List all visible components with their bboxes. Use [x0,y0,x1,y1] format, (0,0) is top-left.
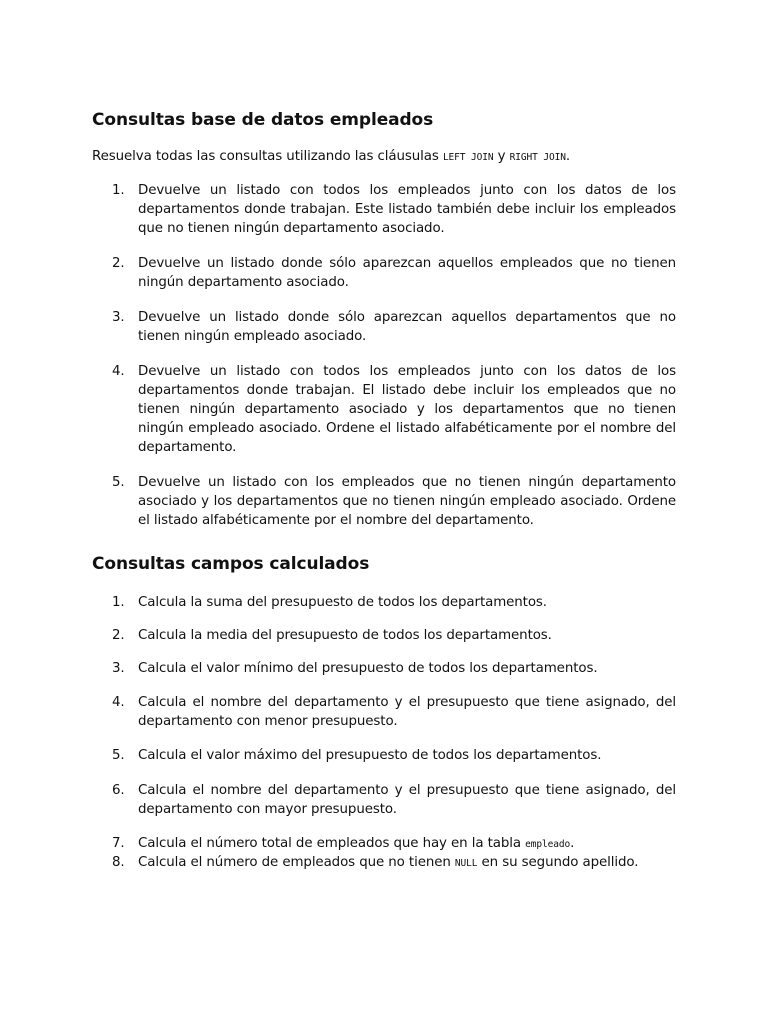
list-item [92,254,676,292]
list-text-part: Calcula el número de empleados que no tienen [138,855,455,870]
list-number: 7. [112,836,125,851]
intro-text: Resuelva todas las consultas utilizando las cláusulas [92,149,443,164]
code-empleado: empleado [525,839,571,850]
list-text: Calcula la media del presupuesto de todos los departamentos. [138,628,552,643]
list-text-part: Calcula el número total de empleados que hay en la tabla [138,836,526,851]
list-item [92,473,676,530]
intro-paragraph [92,149,570,164]
list-text [138,853,676,873]
list-number: 5. [112,475,125,490]
list-text: Calcula el valor mínimo del presupuesto de todos los departamentos. [138,661,598,676]
list-number: 2. [112,628,125,643]
code-right-join: RIGHT JOIN [509,152,566,163]
list-item [92,853,676,873]
list-text: Devuelve un listado con los empleados que no tienen ningún departamento asociado y los departamentos que no tienen ningún empleado asociado. Ordene el listado alfabéticamente por el nombre del departamento. [138,475,676,528]
list-number: 4. [112,695,125,710]
list-item [92,362,676,457]
list-text: Calcula la suma del presupuesto de todos los departamentos. [138,595,547,610]
list-number: 1. [112,183,125,198]
list-text: Devuelve un listado donde sólo aparezcan aquellos empleados que no tienen ningún departamento asociado. [138,256,676,290]
intro-conjunction: y [493,149,510,164]
list-number: 8. [112,855,125,870]
list-number: 2. [112,256,125,271]
list-number: 4. [112,364,125,379]
list-text: Calcula el nombre del departamento y el presupuesto que tiene asignado, del departamento con menor presupuesto. [138,695,676,729]
list-item [92,693,676,731]
list-text: Devuelve un listado donde sólo aparezcan aquellos departamentos que no tienen ningún empleado asociado. [138,310,676,344]
code-left-join: LEFT JOIN [442,152,494,163]
list-text-part: . [570,836,575,851]
list-number: 1. [112,595,125,610]
list-item [92,781,676,819]
list-item [92,626,676,645]
list-item [92,659,676,678]
list-item [92,746,676,765]
list-item [92,308,676,346]
list-item [92,834,676,854]
list-text: Calcula el valor máximo del presupuesto de todos los departamentos. [138,748,602,763]
section-title-campos-calculados: Consultas campos calculados [92,554,370,574]
list-text: Devuelve un listado con todos los empleados junto con los datos de los departamentos donde trabajan. El listado debe incluir los empleados que no tienen ningún departamento asociado y los departamentos que no tienen ningún empleado asociado. Ordene el listado alfabéticamente por el nombre del departamento. [138,364,676,455]
list-text: Calcula el nombre del departamento y el presupuesto que tiene asignado, del departamento con mayor presupuesto. [138,783,676,817]
list-text [138,834,676,854]
section-title-empleados: Consultas base de datos empleados [92,110,434,130]
list-number: 6. [112,783,125,798]
list-text: Devuelve un listado con todos los empleados junto con los datos de los departamentos donde trabajan. Este listado también debe incluir los empleados que no tienen ningún departamento asociado. [138,183,676,236]
list-item [92,181,676,238]
list-item [92,593,676,612]
list-text-part: en su segundo apellido. [477,855,639,870]
list-number: 3. [112,310,125,325]
list-number: 5. [112,748,125,763]
list-number: 3. [112,661,125,676]
intro-period: . [565,149,571,164]
code-null: NULL [454,858,478,869]
